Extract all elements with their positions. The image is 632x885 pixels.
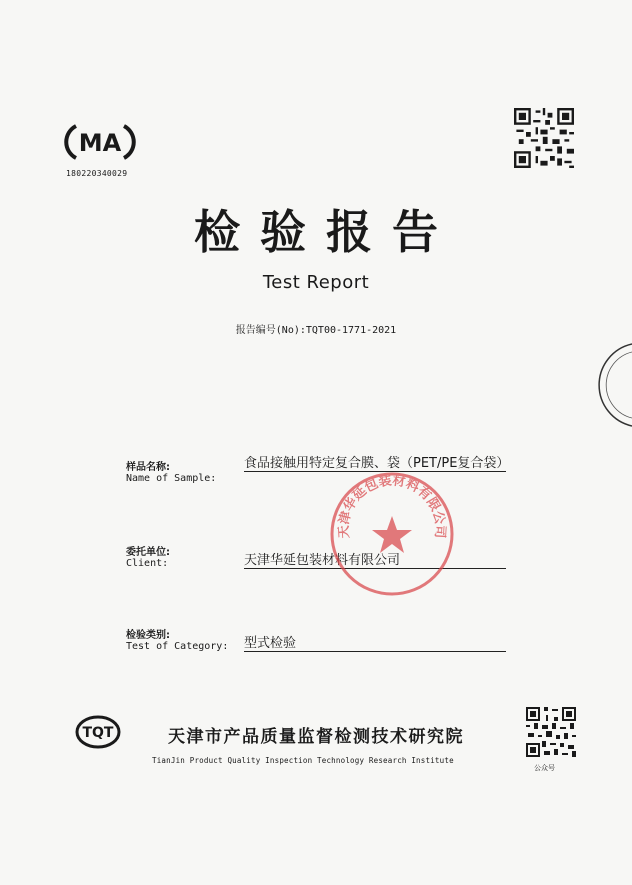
category-value: 型式检验 bbox=[244, 636, 506, 652]
report-title-english: Test Report bbox=[262, 272, 370, 293]
report-number: 报告编号(No):TQT00-1771-2021 bbox=[235, 325, 397, 336]
client-label bbox=[126, 547, 170, 569]
tqt-logo bbox=[75, 715, 121, 749]
category-label-cn: 检验类别: bbox=[126, 630, 170, 641]
cma-logo bbox=[62, 120, 138, 164]
category-label bbox=[126, 630, 228, 652]
institute-name-chinese: 天津市产品质量监督检测技术研究院 bbox=[168, 727, 464, 747]
qr-code-icon bbox=[526, 707, 576, 757]
company-seal-stamp bbox=[326, 468, 458, 600]
client-label-cn: 委托单位: bbox=[126, 547, 170, 558]
sample-label-cn: 样品名称: bbox=[126, 462, 170, 473]
svg-text:天津华延包装材料有限公司: 天津华延包装材料有限公司 bbox=[336, 473, 448, 539]
client-value: 天津华延包装材料有限公司 bbox=[244, 553, 506, 569]
cma-number: 180220340029 bbox=[66, 169, 128, 178]
report-title-chinese: 检验报告 bbox=[194, 205, 458, 259]
sample-label-en: Name of Sample: bbox=[126, 473, 217, 484]
institute-name-english: TianJin Product Quality Inspection Technology Research Institute bbox=[152, 756, 454, 765]
star-icon bbox=[372, 516, 412, 553]
qr-caption: 公众号 bbox=[534, 764, 555, 772]
category-label-en: Test of Category: bbox=[126, 641, 229, 652]
client-label-en: Client: bbox=[126, 558, 169, 569]
qr-code-icon bbox=[514, 108, 574, 168]
svg-text:TQT: TQT bbox=[82, 725, 114, 741]
svg-text:MA: MA bbox=[78, 129, 122, 157]
sample-label bbox=[126, 462, 216, 484]
sample-name-value: 食品接触用特定复合膜、袋（PET/PE复合袋） bbox=[244, 456, 510, 471]
edge-seal-mark bbox=[598, 340, 632, 430]
